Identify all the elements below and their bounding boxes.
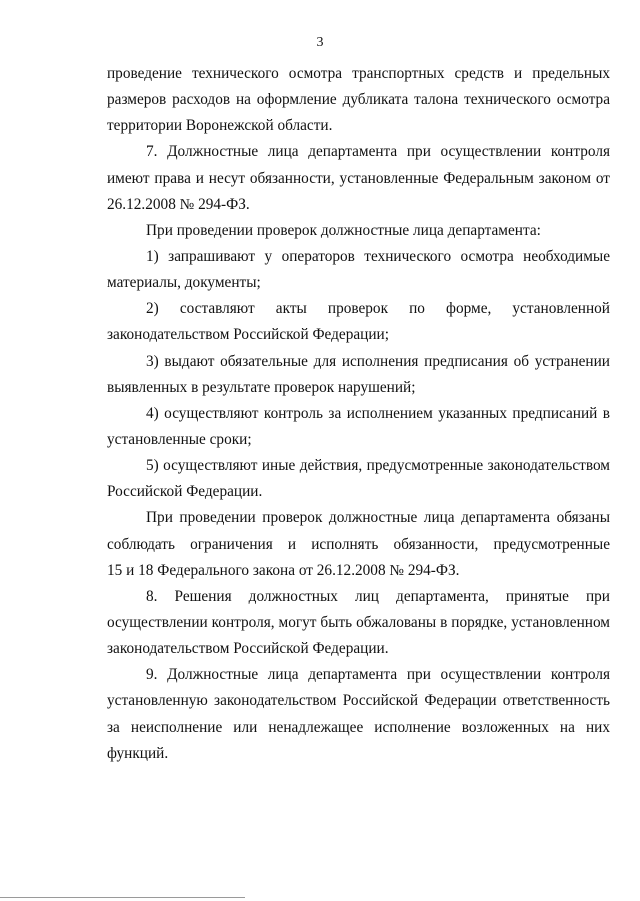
text-line: установленную законодательством Российской Федерации ответственность <box>107 692 610 710</box>
list-item-4: 4) осуществляют контроль за исполнением указанных предписаний в <box>146 404 610 422</box>
text-line: 15 и 18 Федерального закона от 26.12.2008 № 294-ФЗ. <box>107 561 460 579</box>
text-line: законодательством Российской Федерации. <box>107 640 389 658</box>
text-line: соблюдать ограничения и исполнять обязанности, предусмотренные <box>107 535 610 553</box>
list-item-5: 5) осуществляют иные действия, предусмотренные законодательством <box>146 457 610 475</box>
list-item-1: 1) запрашивают у операторов технического осмотра необходимые <box>146 247 610 265</box>
text-line: имеют права и несут обязанности, установленные Федеральным законом от <box>107 169 610 187</box>
document-body <box>107 61 610 767</box>
paragraph-9-start: 9. Должностные лица департамента при осуществлении контроля <box>146 666 610 684</box>
text-line: Российской Федерации. <box>107 483 263 501</box>
text-line: за неисполнение или ненадлежащее исполнение возложенных на них <box>107 718 610 736</box>
paragraph-7-start: 7. Должностные лица департамента при осуществлении контроля <box>146 143 610 161</box>
text-line: выявленных в результате проверок нарушений; <box>107 378 416 396</box>
text-line: материалы, документы; <box>107 274 261 292</box>
text-line: функций. <box>107 744 169 762</box>
text-line: территории Воронежской области. <box>107 117 333 135</box>
list-item-2: 2) составляют акты проверок по форме, установленной <box>146 300 610 318</box>
text-line: размеров расходов на оформление дубликата талона технического осмотра <box>107 91 610 109</box>
text-line: установленные сроки; <box>107 430 252 448</box>
obligations-paragraph-start: При проведении проверок должностные лица департамента обязаны <box>146 509 610 527</box>
text-line: проведение технического осмотра транспортных средств и предельных <box>107 65 610 82</box>
list-item-3: 3) выдают обязательные для исполнения предписания об устранении <box>146 352 610 370</box>
text-line: законодательством Российской Федерации; <box>107 326 389 344</box>
bottom-rule <box>0 897 245 898</box>
inspection-intro: При проведении проверок должностные лица департамента: <box>146 221 541 239</box>
paragraph-8-start: 8. Решения должностных лиц департамента, принятые при <box>146 587 610 605</box>
page-number: 3 <box>316 35 324 50</box>
text-line: 26.12.2008 № 294-ФЗ. <box>107 195 250 213</box>
text-line: осуществлении контроля, могут быть обжалованы в порядке, установленном <box>107 613 610 631</box>
